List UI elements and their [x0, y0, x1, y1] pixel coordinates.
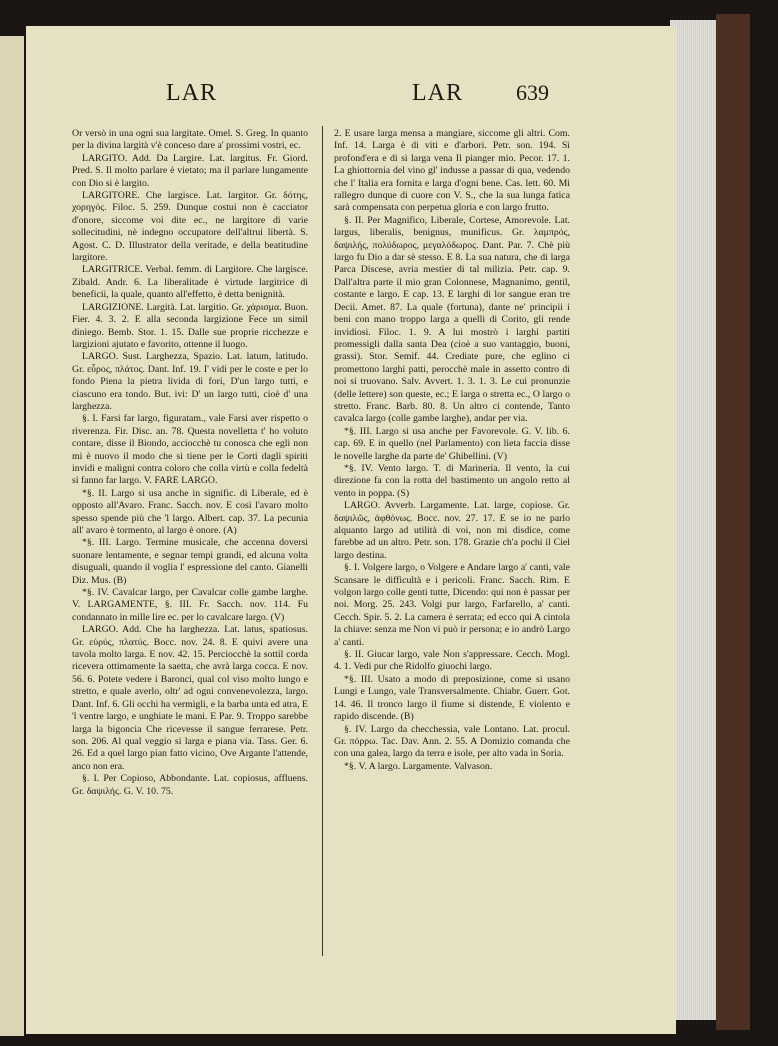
entry-paragraph: 2. E usare larga mensa a mangiare, siccome gli altri. Com. Inf. 14. Larga è di viti e d'arbori. Petr. son. 194. Sì profond'era e di sì larga vena Il pianger mio. Pecor. 17. 1. La ghiottornia del vino gl' indusse a passar di qua, vedendo che l' Italia era fornita e larga d'ogni bene. Cas. lett. 60. Mi rallegro dunque di cuore con V. S., che la sua lunga fatica sarà compensata con perpetua gloria e con largo frutto.	[334, 128, 570, 214]
entry-paragraph: LARGITO. Add. Da Largire. Lat. largitus. Fr. Giord. Pred. S. Il molto parlare è vietato; ma il parlare lungamente con Dio si è largito.	[72, 152, 308, 189]
column-divider	[322, 126, 323, 956]
entry-paragraph: §. I. Per Copioso, Abbondante. Lat. copiosus, affluens. Gr. δαψιλής. G. V. 10. 75.	[72, 773, 308, 797]
entry-paragraph: *§. II. Largo si usa anche in signific. di Liberale, ed è opposto all'Avaro. Franc. Sacch. nov. E così l'avaro molto spesso spende più che 'l largo. Albert. cap. 37. La pecunia all' avaro è tormento, al largo è onore. (A)	[72, 487, 308, 536]
facing-page-edge	[0, 36, 24, 1036]
entry-paragraph: *§. III. Largo. Termine musicale, che accenna doversi suonare lentamente, e segnar tempi grandi, ed alcuna volta disuguali, quando il voglia l' espressione del canto. Gianelli Diz. Mus. (B)	[72, 537, 308, 586]
entry-paragraph: LARGITORE. Che largisce. Lat. largitor. Gr. δότης, χορηγός. Filoc. 5. 259. Dunque costui non è cacciator d'onore, siccome voi dite ec., ne largitore di varie sollecitudini, nè indegno occupatore dell'altrui libertà. S. Agost. C. D. Illustrator della veritade, e della beatitudine largitore.	[72, 190, 308, 264]
entry-paragraph: *§. IV. Vento largo. T. di Marineria. Il vento, la cui direzione fa con la rotta del bastimento un angolo retto al vento in poppa. (S)	[334, 462, 570, 499]
left-column	[72, 128, 308, 798]
page-fore-edge	[670, 20, 716, 1020]
entry-paragraph: §. IV. Largo da checchessia, vale Lontano. Lat. procul. Gr. πόρρω. Tac. Dav. Ann. 2. 55. A Domizio comanda che con una galea, largo da terra e isole, per alto vada in Soria.	[334, 723, 570, 760]
entry-paragraph: *§. III. Largo si usa anche per Favorevole. G. V. lib. 6. cap. 69. E in quello (nel Parlamento) con lieta faccia disse le novelle larghe da parte de' Ghibellini. (V)	[334, 425, 570, 462]
entry-paragraph: LARGIZIONE. Largità. Lat. largitio. Gr. χάρισμα. Buon. Fier. 4. 3. 2. E alla seconda largizione Fece un simil diniego. Bemb. Stor. 1. 15. Dalle sue proprie ricchezze e largizioni ajutato e favorito, ottenne il luogo.	[72, 301, 308, 350]
entry-paragraph: *§. III. Usato a modo di preposizione, come si usano Lungi e Lungo, vale Transversalmente. Chiabr. Guerr. Got. 14. 46. Il tronco largo il fiume si distende, E violento e rapido discende. (B)	[334, 673, 570, 723]
right-column	[334, 128, 570, 773]
header-right-word: LAR	[412, 80, 463, 106]
entry-paragraph: §. II. Per Magnifico, Liberale, Cortese, Amorevole. Lat. largus, liberalis, benignus, munificus. Gr. λαμπρός, δαψιλής, πολύδωρος, μεγαλόδωρος. Dant. Par. 7. Chè più largo fu Dio a dar sè stesso. E 8. La sua natura, che di larga Parca Discese, avria mestier di tal milizia. Petr. cap. 9. Dall'altra parte il mio gran Colonnese, Magnanimo, gentil, costante e largo. E cap. 13. E larghi di lor sangue eran tre Decii. Amet. 87. La quale (fortuna), dante ne' principii i beni con mano troppo larga a quelli di Corito, gli rende invidiosi. Filoc. 1. 9. A lui mostrò i larghi partiti promessigli dalla santa Dea (cioè a suo vantaggio, buoni, grassi). Stor. Semif. 44. Crediate pure, che eglino ci promettono larghi patti, perocchè male in assetto contro di noi si truovano. Salv. Avvert. 1. 3. 1. 3. Le cui pronunzie (delle lettere) son queste, ec.; E larga o stretta ec., O largo o stretto. Franc. Barb. 80. 8. Un altro ci contende, Tanto cavalca largo (colle gambe larghe), andar per via.	[334, 214, 570, 425]
entry-paragraph: Or versò in una ogni sua largitate. Omel. S. Greg. In quanto per la divina largità v'è conceso dare a' prossimi vostri, ec.	[72, 128, 308, 152]
header-left-word: LAR	[166, 80, 217, 106]
book-cover-edge	[716, 14, 750, 1030]
book-page	[26, 26, 676, 1034]
entry-paragraph: LARGITRICE. Verbal. femm. di Largitore. Che largisce. Zibald. Andr. 6. La liberalitade è virtude largitrice di beneficii, la quale, quanto all'effetto, è detta benignità.	[72, 264, 308, 301]
page-number: 639	[516, 80, 549, 105]
entry-paragraph: LARGO. Avverb. Largamente. Lat. large, copiose. Gr. δαψιλῶς, ἀφθόνως. Bocc. nov. 27. 17. E se io ne parlo alquanto largo ad utilità di voi, non mi disdice, come farebbe ad un altro. Petr. son. 178. Grazie ch'a pochi il Ciel largo destina.	[334, 500, 570, 561]
running-header	[26, 80, 676, 110]
entry-paragraph: *§. IV. Cavalcar largo, per Cavalcar colle gambe larghe. V. LARGAMENTE, §. III. Fr. Sacch. nov. 114. Fu condannato in mille lire ec. per lo cavalcare largo. (V)	[72, 587, 308, 623]
entry-paragraph: LARGO. Sust. Larghezza, Spazio. Lat. latum, latitudo. Gr. εὖρος, πλάτος. Dant. Inf. 19. I' vidi per le coste e per lo fondo Piena la pietra livida di fori, D'un largo tutti, e ciascuno era tondo. But. ivi: D' un largo tutti, cioè d' una larghezza.	[72, 351, 308, 412]
entry-paragraph: §. I. Farsi far largo, figuratam., vale Farsi aver rispetto o riverenza. Fir. Disc. an. 78. Questa novelletta t' ho voluto contare, disse il Biondo, acciocchè tu conosca che egli non mi è nuovo il modo che si tiene per le Corti dagli spiriti invidi e maligni contra coloro che colla virtù e colla fedeltà si fanno far largo. V. FARE LARGO.	[72, 413, 308, 487]
entry-paragraph: §. I. Volgere largo, o Volgere e Andare largo a' canti, vale Scansare le difficultà e i pericoli. Franc. Sacch. Rim. E volgon largo colle genti tutte, Dicendo: qui non è passar per noi. Morg. 25. 243. Volgi pur largo, Farfarello, a' canti. Cecch. Spir. 5. 2. La camera è serrata; ed ecco qui A cintola la chiave: senza me Non vi può ir persona; e io andrò Largo a' canti.	[334, 562, 570, 648]
entry-paragraph: LARGO. Add. Che ha larghezza. Lat. latus, spatiosus. Gr. εὐρύς, πλατύς. Bocc. nov. 24. 8. E quivi avere una tavola molto larga. E nov. 42. 15. Perciocchè la sottil corda ricevera ottimamente la saetta, che avrà larga cocca. E nov. 56. 6. Potete vedere i Baronci, qual col viso molto lungo e stretto, e quale averlo, oltr' ad ogni convenevolezza, largo. Dant. Inf. 6. Gli occhi ha vermigli, e la barba unta ed atra, E 'l ventre largo, e unghiate le mani. E Par. 9. Troppo sarebbe larga la bigoncia Che ricevesse il sangue ferrarese. Petr. son. 206. Al qual veggio si larga e piana via. Tass. Ger. 6. 26. Ed a quel largo pian fatto vicino, Ove Argante l'attende, anco non era.	[72, 624, 308, 772]
entry-paragraph: *§. V. A largo. Largamente. Valvason.	[344, 760, 493, 772]
entry-paragraph: §. II. Giucar largo, vale Non s'appressare. Cecch. Mogl. 4. 1. Vedi pur che Ridolfo giuochi largo.	[334, 649, 570, 673]
